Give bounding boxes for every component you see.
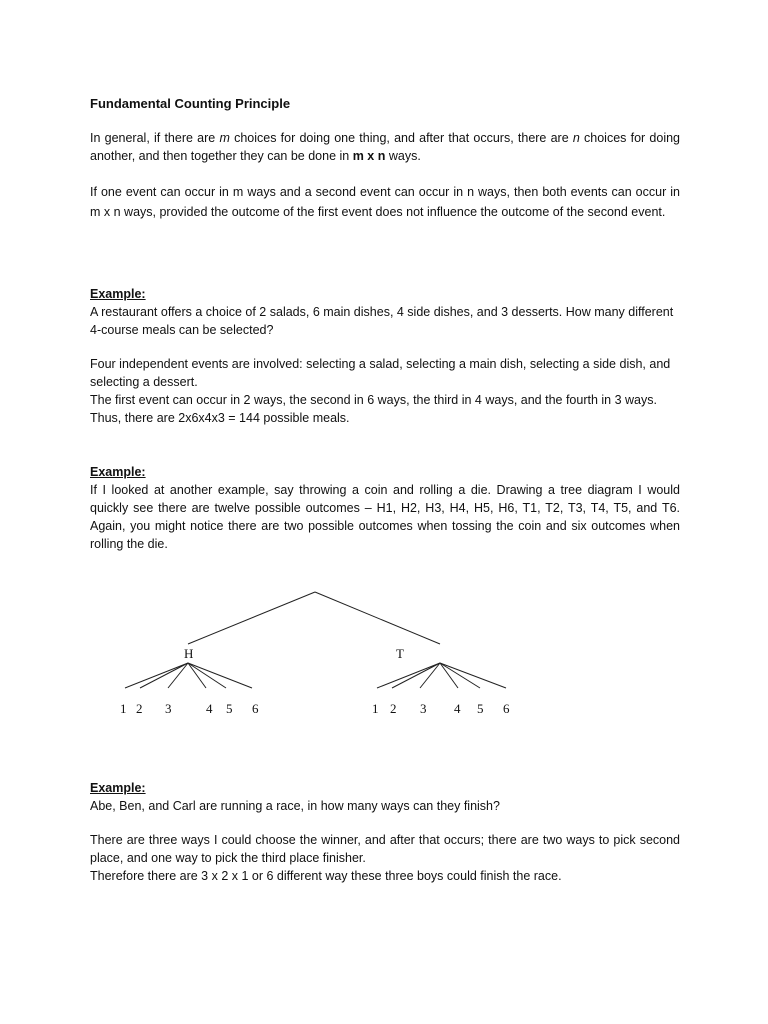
example-answer: Therefore there are 3 x 2 x 1 or 6 different way these three boys could finish the race. [90,869,562,883]
leaf-label: 4 [454,701,461,716]
example-label: Example: [90,781,146,795]
intro-text: In general, if there are [90,131,220,145]
intro-text: choices for doing one thing, and after that occurs, there are [229,131,573,145]
leaf-label: 1 [372,701,379,716]
leaf-label: 3 [165,701,172,716]
example-coin-die [90,463,680,553]
leaf-label: 2 [390,701,397,716]
intro-mxn: m x n [352,149,386,163]
example-label: Example: [90,465,146,479]
example-race [90,779,680,885]
leaf-label: 6 [252,701,259,716]
branch-label-t: T [396,646,404,661]
example-answer: There are three ways I could choose the winner, and after that occurs; there are two ways to pick second place, and one way to pick the third place finisher. [90,833,680,865]
tree-branch-line [315,592,440,644]
intro-text: choices for doing another, and then together they can be done in [90,131,680,163]
leaf-label: 4 [206,701,213,716]
document-title: Fundamental Counting Principle [90,96,291,111]
rule-m: m [232,185,244,199]
rule-text: ways, then both events can occur in [474,185,680,199]
leaf-label: 5 [477,701,484,716]
rule-paragraph [90,183,680,222]
t-leaf-lines [377,663,506,688]
rule-text: ways, provided the outcome of the first event does not influence the outcome of the second event. [120,204,666,219]
leaf-label: 5 [226,701,233,716]
example-question: A restaurant offers a choice of 2 salads, 6 main dishes, 4 side dishes, and 3 desserts. How many different 4-course meals can be selected? [90,305,674,337]
example-answer: Thus, there are 2x6x4x3 = 144 possible meals. [90,411,350,425]
example-question: Abe, Ben, and Carl are running a race, in how many ways can they finish? [90,799,500,813]
intro-n: n [572,131,580,145]
leaf-label: 3 [420,701,427,716]
tree-diagram [110,580,530,720]
branch-label-h: H [184,646,194,661]
leaf-label: 2 [136,701,143,716]
rule-text: ways and a second event can occur in [243,185,468,199]
example-label: Example: [90,287,146,301]
example-text: If I looked at another example, say throwing a coin and rolling a die. Drawing a tree diagram I would quickly see there are twelve possible outcomes – H1, H2, H3, H4, H5, H6, T1, T2, T3, T4, T5, and T6. Again, you might notice there are two possible outcomes when tossing the coin and six outcomes when rolling the die. [90,483,680,551]
rule-text: If one event can occur in [90,185,233,199]
rule-mxn: m x n [90,204,121,219]
example-answer: The first event can occur in 2 ways, the second in 6 ways, the third in 4 ways, and the fourth in 3 ways. [90,393,657,407]
intro-paragraph [90,129,680,165]
example-answer: Four independent events are involved: selecting a salad, selecting a main dish, selecting a side dish, and selecting a dessert. [90,357,671,389]
example-restaurant [90,285,680,427]
tree-branch-line [188,592,315,644]
intro-text: ways. [385,149,421,163]
rule-n: n [467,185,475,199]
h-leaf-lines [125,663,252,688]
leaf-label: 1 [120,701,127,716]
leaf-label: 6 [503,701,510,716]
intro-m: m [219,131,230,145]
